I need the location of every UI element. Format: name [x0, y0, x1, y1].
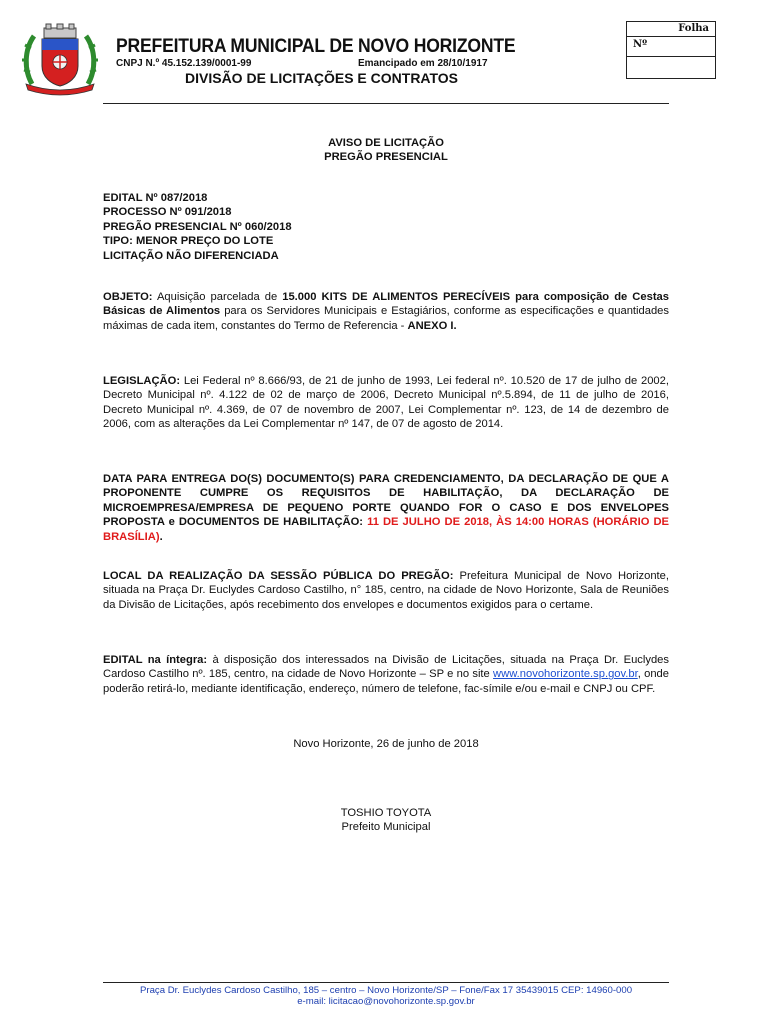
folha-stamp-box — [626, 21, 716, 79]
legislacao-paragraph — [103, 374, 669, 432]
id-licitacao: LICITAÇÃO NÃO DIFERENCIADA — [103, 249, 279, 262]
edital-integra-text2: , onde poderão retirá-lo, mediante identificação, endereço, número de telefone, fac-símile e/ou e-mail e CNPJ ou CPF. — [103, 668, 670, 695]
local-text: Prefeitura Municipal de Novo Horizonte, situada na Praça Dr. Euclydes Cardoso Castilho, n° 185, centro, na cidade de Novo Horizonte, Sala de Reuniões da Divisão de Licitações, após recebimento dos envelopes e documentos exigidos para o certame. — [103, 570, 669, 611]
footer-divider — [103, 982, 669, 983]
local-paragraph — [103, 569, 669, 612]
header-divider — [103, 103, 669, 104]
edital-integra-label: EDITAL na íntegra: — [103, 654, 208, 666]
footer-address: Praça Dr. Euclydes Cardoso Castilho, 185 – centro – Novo Horizonte/SP – Fone/Fax 17 35439015 CEP: 14960-000 — [139, 985, 633, 996]
edital-integra-paragraph — [103, 653, 669, 696]
legislacao-label: LEGISLAÇÃO: — [103, 375, 181, 387]
notice-heading-aviso: AVISO DE LICITAÇÃO — [328, 137, 444, 149]
website-link[interactable]: www.novohorizonte.sp.gov.br — [493, 668, 638, 681]
folha-label: Folha — [627, 22, 715, 37]
objeto-text2: para os Servidores Municipais e Estagiários, conforme as especificações e quantidades máximas de cada item, constantes do Termo de Referencia - — [103, 305, 669, 332]
data-entrega-text: DATA PARA ENTREGA DO(S) DOCUMENTO(S) PARA CREDENCIAMENTO, DA DECLARAÇÃO DE QUE A PROPONENTE CUMPRE OS REQUISITOS DE HABILITAÇÃO, DA DECLARAÇÃO DE MICROEMPRESA/EMPRESA DE PEQUENO PORTE QUANDO FOR O CASO E DOS ENVELOPES PROPOSTA e DOCUMENTOS DE HABILITAÇÃO: — [103, 473, 669, 529]
id-pregao: PREGÃO PRESENCIAL Nº 060/2018 — [103, 220, 292, 233]
footer-email: e-mail: licitacao@novohorizonte.sp.gov.br — [297, 996, 475, 1007]
edital-integra-text1: à disposição dos interessados na Divisão de Licitações, situada na Praça Dr. Euclydes Cardoso Castilho nº. 185, centro, na cidade de Novo Horizonte – SP e no site — [103, 654, 669, 681]
objeto-kits: 15.000 KITS DE ALIMENTOS PERECÍVEIS para composição de Cestas Básicas de Alimentos — [103, 291, 669, 318]
local-label: LOCAL DA REALIZAÇÃO DA SESSÃO PÚBLICA DO PREGÃO: — [103, 570, 454, 582]
legislacao-text: Lei Federal nº 8.666/93, de 21 de junho de 1993, Lei federal nº. 10.520 de 17 de julho de 2002, Decreto Municipal nº. 4.122 de 02 de março de 2006, Decreto Municipal nº.5.894, de 11 de julho de 2016, Decreto Municipal nº. 4.369, de 07 de novembro de 2007, Lei Complementar nº. 123, de 14 de dezembro de 2006, com as alterações da Lei Complementar nº 147, de 07 de agosto de 2014. — [103, 375, 669, 431]
id-tipo: TIPO: MENOR PREÇO DO LOTE — [103, 235, 274, 248]
header-division: DIVISÃO DE LICITAÇÕES E CONTRATOS — [185, 70, 459, 86]
municipal-crest-logo — [22, 22, 98, 96]
header-emancipado: Emancipado em 28/10/1917 — [358, 58, 488, 69]
data-entrega-end: . — [159, 530, 163, 543]
identification-list — [103, 191, 669, 263]
notice-heading-pregao: PREGÃO PRESENCIAL — [324, 151, 448, 163]
objeto-text1: Aquisição parcelada de — [152, 291, 283, 303]
header-cnpj: CNPJ N.º 45.152.139/0001-99 — [116, 58, 252, 69]
header-title: PREFEITURA MUNICIPAL DE NOVO HORIZONTE — [116, 35, 516, 57]
data-entrega-paragraph — [103, 472, 669, 544]
objeto-anexo: ANEXO I. — [407, 319, 457, 332]
folha-divider — [627, 56, 715, 57]
signature-name: TOSHIO TOYOTA — [340, 807, 432, 819]
data-entrega-deadline: 11 DE JULHO DE 2018, ÀS 14:00 HORAS (HORÁRIO DE BRASÍLIA) — [103, 516, 669, 543]
objeto-label: OBJETO: — [103, 291, 153, 303]
id-processo: PROCESSO Nº 091/2018 — [103, 206, 232, 219]
place-date: Novo Horizonte, 26 de junho de 2018 — [293, 738, 479, 750]
id-edital: EDITAL Nº 087/2018 — [103, 192, 208, 204]
objeto-paragraph — [103, 290, 669, 333]
numero-label: Nº — [633, 39, 648, 50]
signature-role: Prefeito Municipal — [341, 821, 431, 833]
